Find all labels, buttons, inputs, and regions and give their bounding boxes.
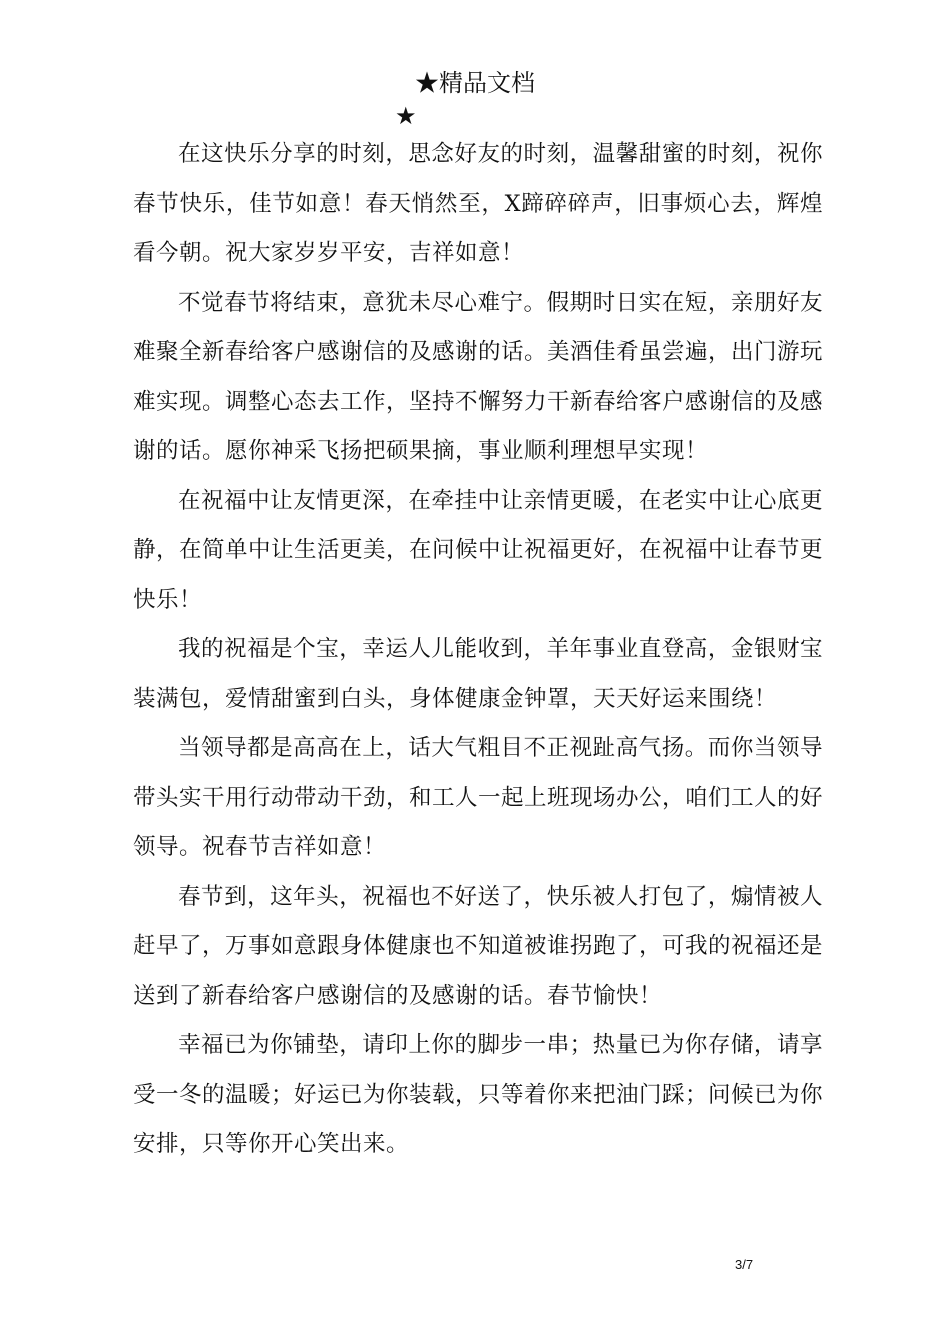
paragraph: 幸福已为你铺垫，请印上你的脚步一串；热量已为你存储，请享受一冬的温暖；好运已为你装载，只等着你来把油门踩；问候已为你安排，只等你开心笑出来。 (133, 1032, 824, 1157)
header-star: ★ (395, 102, 417, 130)
paragraph: 当领导都是高高在上，话大气粗目不正视趾高气扬。而你当领导带头实干用行动带动干劲，和工人一起上班现场办公，咱们工人的好领导。祝春节吉祥如意！ (133, 735, 824, 860)
paragraph: 不觉春节将结束，意犹未尽心难宁。假期时日实在短，亲朋好友难聚全新春给客户感谢信的及感谢的话。美酒佳肴虽尝遍，出门游玩难实现。调整心态去工作，坚持不懈努力干新春给客户感谢信的及感谢的话。愿你神采飞扬把硕果摘，事业顺利理想早实现！ (133, 289, 824, 464)
paragraph: 在这快乐分享的时刻，思念好友的时刻，温馨甜蜜的时刻，祝你春节快乐，佳节如意！春天悄然至，X蹄碎碎声，旧事烦心去，辉煌看今朝。祝大家岁岁平安，吉祥如意！ (133, 141, 823, 266)
page-header-title: ★精品文档 (415, 69, 535, 97)
paragraph: 春节到，这年头，祝福也不好送了，快乐被人打包了，煽情被人赶早了，万事如意跟身体健康也不知道被谁拐跑了，可我的祝福还是送到了新春给客户感谢信的及感谢的话。春节愉快！ (133, 883, 824, 1009)
paragraph: 在祝福中让友情更深，在牵挂中让亲情更暖，在老实中让心底更静，在简单中让生活更美，在问候中让祝福更好，在祝福中让春节更快乐！ (133, 487, 824, 613)
document-body (133, 130, 823, 1170)
page-number: 3/7 (735, 1257, 754, 1272)
paragraph: 我的祝福是个宝，幸运人儿能收到，羊年事业直登高，金银财宝装满包，爱情甜蜜到白头，身体健康金钟罩，天天好运来围绕！ (133, 636, 823, 712)
